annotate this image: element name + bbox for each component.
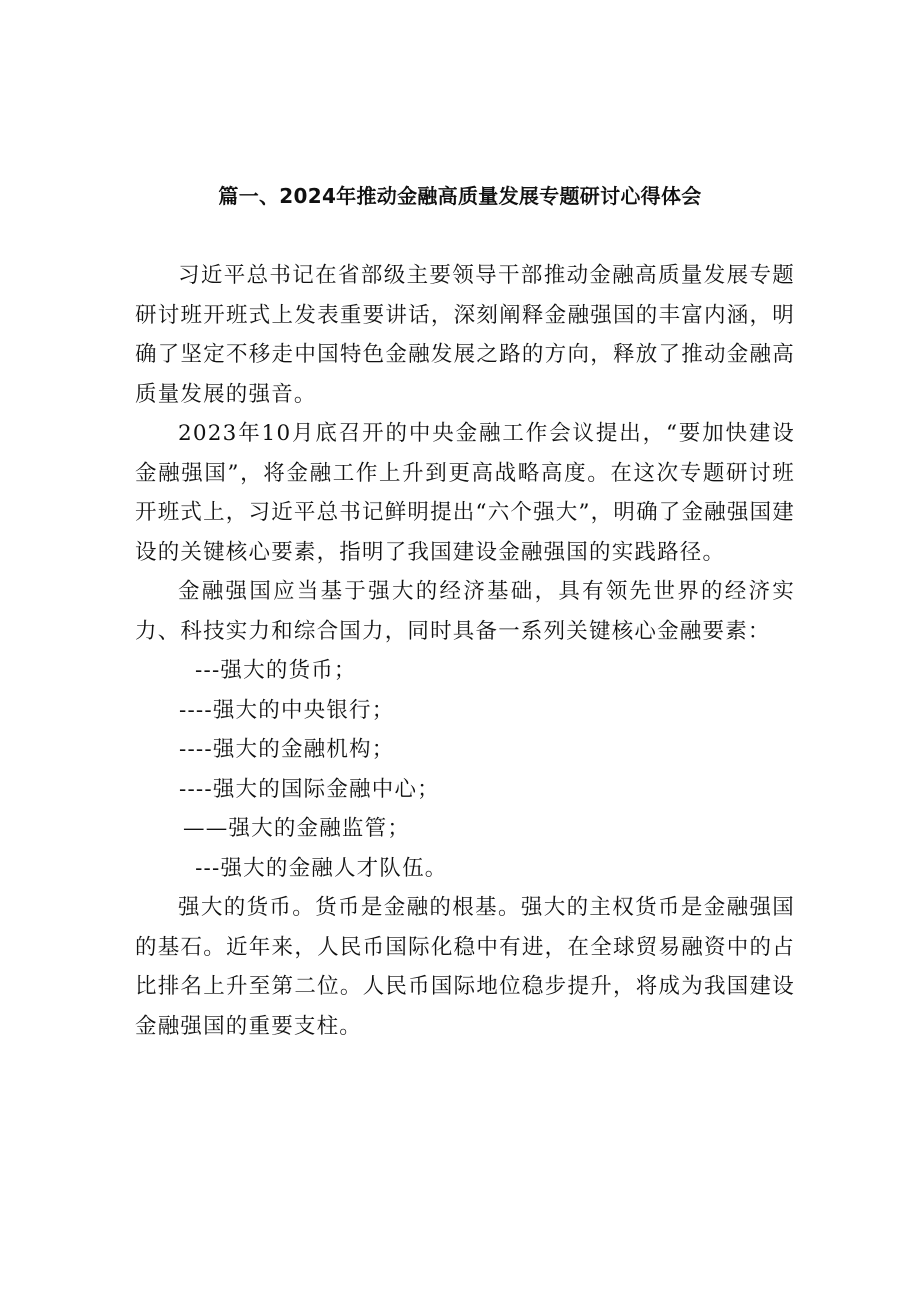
list-item-financial-institutions: ----强大的金融机构； <box>179 737 395 762</box>
list-item-financial-regulation: ——强大的金融监管； <box>175 816 411 841</box>
paragraph: 金融强国应当基于强大的经济基础，具有领先世界的经济实力、科技实力和综合国力，同时具备一系列关键核心金融要素： <box>135 579 795 644</box>
key-elements-list <box>135 651 795 888</box>
paragraph: 习近平总书记在省部级主要领导干部推动金融高质量发展专题研讨班开班式上发表重要讲话，深刻阐释金融强国的丰富内涵，明确了坚定不移走中国特色金融发展之路的方向，释放了推动金融高质量发展的强音。 <box>135 263 795 407</box>
list-item-currency: ---强大的货币； <box>187 658 357 683</box>
document-body <box>135 256 795 1046</box>
list-item-financial-center: ----强大的国际金融中心； <box>179 776 440 802</box>
list-item-central-bank: ----强大的中央银行； <box>179 697 395 723</box>
paragraph: 强大的货币。货币是金融的根基。强大的主权货币是金融强国的基石。近年来，人民币国际化稳中有进，在全球贸易融资中的占比排名上升至第二位。人民币国际地位稳步提升，将成为我国建设金融强国的重要支柱。 <box>135 895 795 1039</box>
list-item-talent: ---强大的金融人才队伍。 <box>179 855 448 881</box>
paragraph: 2023年10月底召开的中央金融工作会议提出，“要加快建设金融强国”，将金融工作上升到更高战略高度。在这次专题研讨班开班式上，习近平总书记鲜明提出“六个强大”，明确了金融强国建设的关键核心要素，指明了我国建设金融强国的实践路径。 <box>135 421 795 565</box>
document-title: 篇一、2024年推动金融高质量发展专题研讨心得体会 <box>218 184 702 208</box>
